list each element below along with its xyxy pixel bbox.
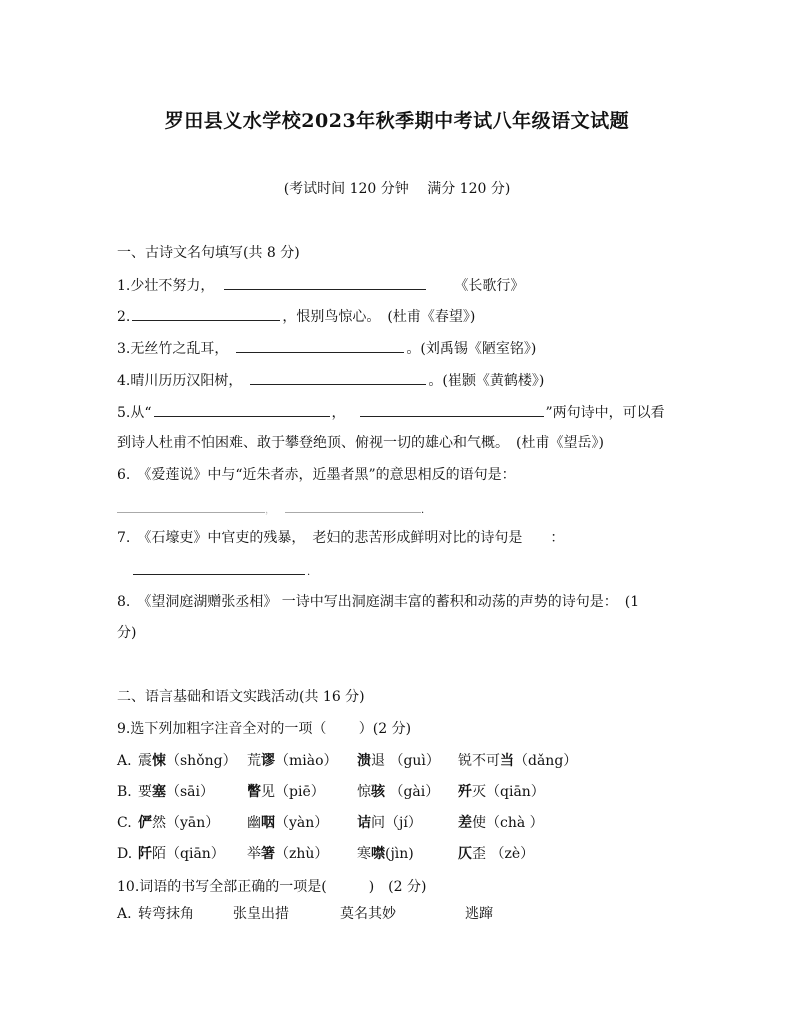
- q3-prefix: 3.无丝竹之乱耳，: [117, 341, 229, 357]
- option-item: 惊骇 （gài）: [357, 784, 440, 800]
- q5-answer-blank-1[interactable]: [154, 402, 330, 417]
- option-letter: A.: [117, 906, 132, 922]
- q2-answer-blank[interactable]: [132, 306, 280, 321]
- option-item: 诘问（jí）: [357, 815, 422, 831]
- option-word: 莫名其妙: [340, 906, 396, 922]
- section1-heading: 一、古诗文名句填写(共 8 分): [117, 245, 300, 261]
- question-1: [117, 275, 524, 295]
- option-letter: B.: [117, 784, 132, 800]
- option-item: 歼灭（qiān）: [458, 784, 545, 800]
- q3-suffix: 。(刘禹锡《陋室铭》): [406, 341, 537, 357]
- question-7: 7. 《石壕吏》中官吏的残暴， 老妇的悲苦形成鲜明对比的诗句是 ：: [117, 530, 565, 546]
- option-item: 寒噤(jìn): [357, 846, 414, 862]
- q5-answer-blank-2[interactable]: [360, 402, 544, 417]
- q8-line2: 分): [117, 625, 137, 641]
- option-item: 瞥见（piē）: [247, 784, 325, 800]
- question-6: 6. 《爱莲说》中与“近朱者赤，近墨者黑”的意思相反的语句是：: [117, 467, 516, 483]
- option-item: 幽咽（yàn）: [247, 815, 329, 831]
- question-3: [117, 338, 536, 358]
- option-letter: C.: [117, 815, 132, 831]
- question-9: 9.选下列加粗字注音全对的一项（ ）(2 分): [117, 721, 412, 737]
- question-4: [117, 370, 544, 390]
- question-2: [117, 306, 475, 326]
- option-word: 转弯抹角: [138, 906, 194, 922]
- q6-answer-blank-2[interactable]: [285, 498, 421, 513]
- exam-title: 罗田县义水学校2023年秋季期中考试八年级语文试题: [164, 110, 630, 132]
- q3-answer-blank[interactable]: [236, 338, 404, 353]
- q2-prefix: 2.: [117, 309, 131, 325]
- q2-suffix: ，恨别鸟惊心。 (杜甫《春望》): [282, 309, 476, 325]
- option-item: 仄歪 （zè）: [458, 846, 535, 862]
- option-item: 震悚（shǒng）: [138, 753, 237, 769]
- exam-subtitle: (考试时间 120 分钟 满分 120 分): [283, 181, 511, 197]
- q1-answer-blank[interactable]: [224, 275, 426, 290]
- option-word: 逃蹿: [465, 906, 493, 922]
- q6-separator: ，: [265, 505, 275, 516]
- q4-answer-blank[interactable]: [250, 370, 426, 385]
- option-item: 阡陌（qiān）: [138, 846, 225, 862]
- q4-prefix: 4.晴川历历汉阳树，: [117, 373, 243, 389]
- question-8: 8. 《望洞庭湖赠张丞相》 一诗中写出洞庭湖丰富的蓄积和动荡的声势的诗句是： (1: [117, 594, 640, 610]
- q1-prefix: 1.少壮不努力，: [117, 278, 215, 294]
- option-item: 荒谬（miào）: [247, 753, 338, 769]
- option-item: 锐不可当（dǎng）: [458, 753, 578, 769]
- option-item: 差使（chà ）: [458, 815, 544, 831]
- q6-answer-line: [117, 498, 424, 520]
- option-item: 要塞（sāi）: [138, 784, 215, 800]
- q5-line2: 到诗人杜甫不怕困难、敢于攀登绝顶、俯视一切的雄心和气概。 (杜甫《望岳》): [117, 435, 604, 451]
- q7-answer-blank[interactable]: [133, 560, 305, 575]
- question-5: [117, 402, 665, 422]
- q1-source: 《长歌行》: [454, 278, 525, 294]
- q4-suffix: 。(崔颢《黄鹤楼》): [428, 373, 545, 389]
- section2-heading: 二、语言基础和语文实践活动(共 16 分): [117, 689, 365, 705]
- q5-comma: ，: [331, 405, 346, 421]
- option-word: 张皇出措: [233, 906, 289, 922]
- q6-answer-blank-1[interactable]: [117, 498, 265, 513]
- option-letter: A.: [117, 753, 132, 769]
- question-10: 10.词语的书写全部正确的一项是( ) (2 分): [117, 879, 427, 895]
- option-item: 俨然（yān）: [138, 815, 220, 831]
- option-item: 溃退 （guì）: [357, 753, 440, 769]
- q6-end: .: [421, 505, 425, 516]
- q5-suffix: ”两句诗中，可以看: [545, 405, 665, 421]
- option-item: 举箸（zhù）: [247, 846, 329, 862]
- q7-end: .: [307, 567, 311, 578]
- q7-answer-line: [117, 560, 310, 582]
- q5-prefix: 5.从“: [117, 405, 152, 421]
- option-letter: D.: [117, 846, 133, 862]
